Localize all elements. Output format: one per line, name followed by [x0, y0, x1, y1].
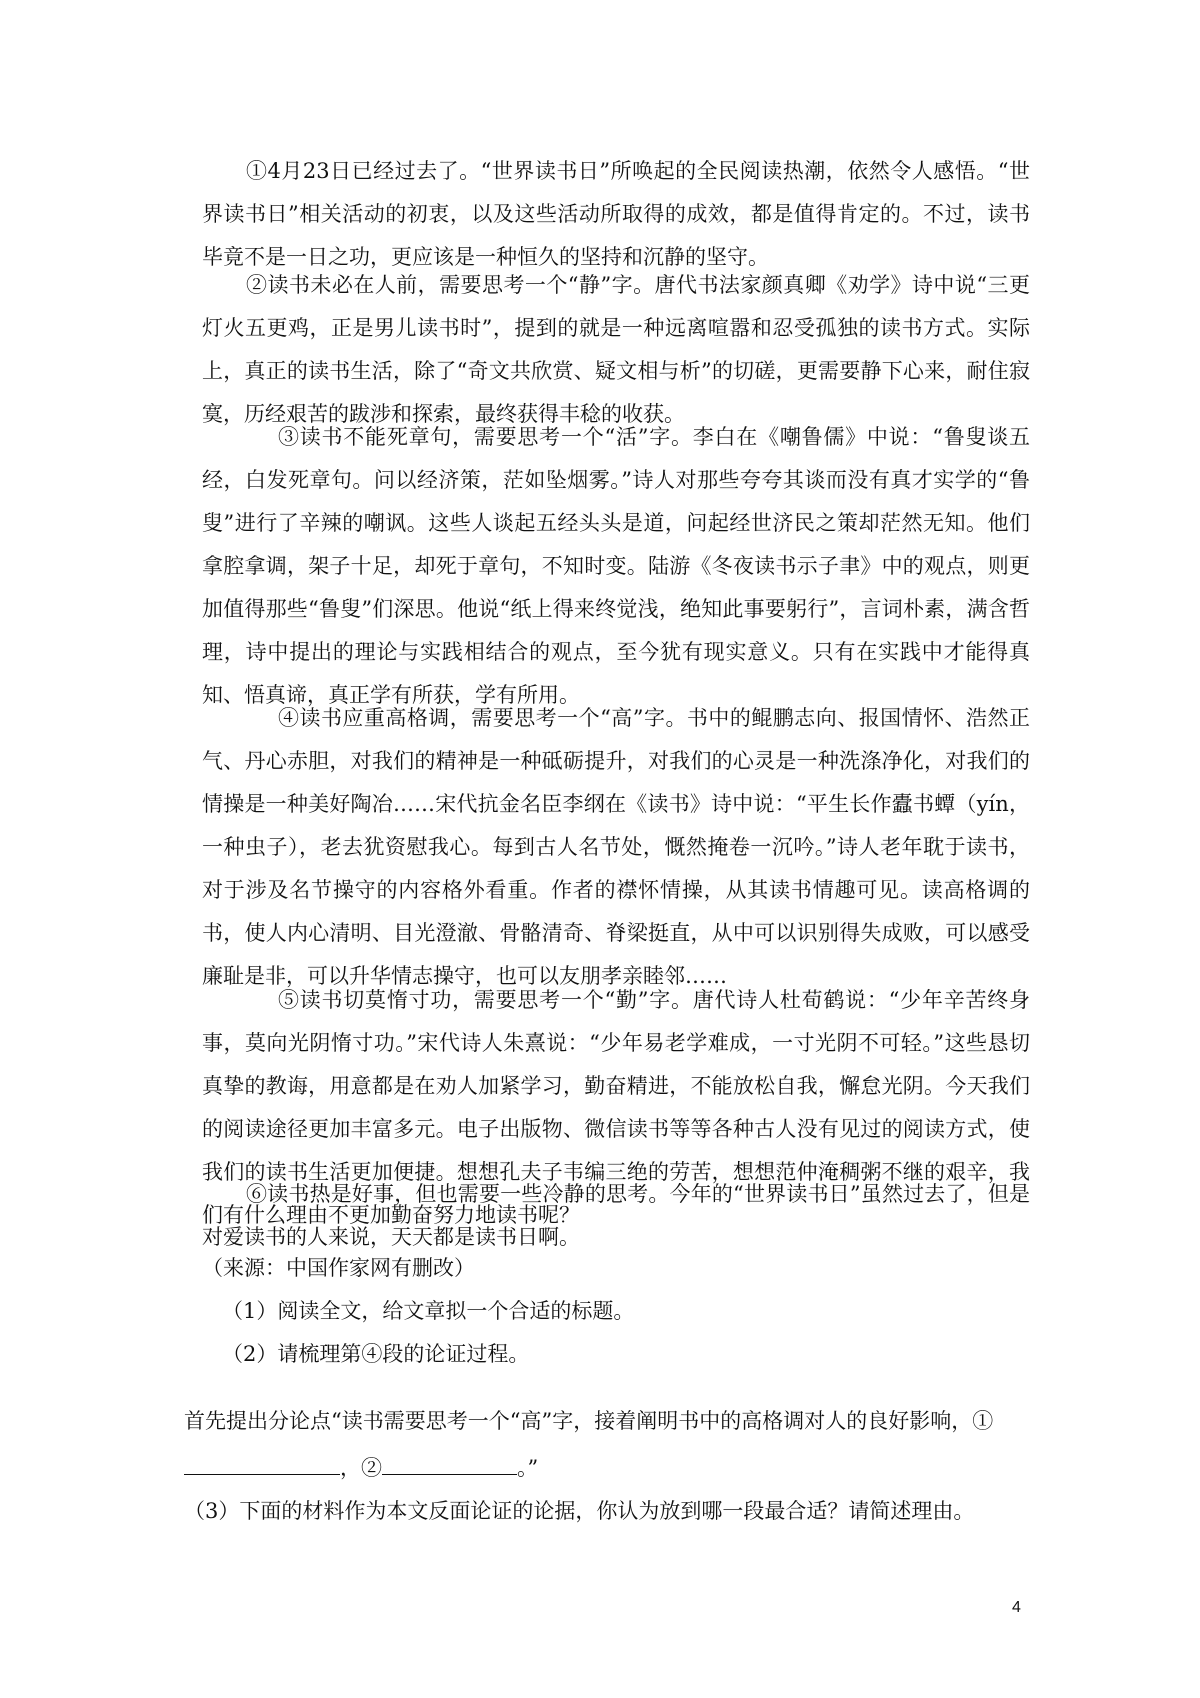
page-number: 4 [1012, 1599, 1021, 1616]
answer-blank-1[interactable] [184, 1448, 340, 1475]
question-3: （3）下面的材料作为本文反面论证的论据，你认为放到哪一段最合适？请简述理由。 [184, 1499, 975, 1523]
answer-blank-2[interactable] [382, 1448, 517, 1475]
answer-prompt-line: 首先提出分论点“读书需要思考一个“高”字，接着阐明书中的高格调对人的良好影响，① [184, 1409, 994, 1433]
answer-blanks-line [184, 1447, 1034, 1490]
paragraph-3: ③读书不能死章句，需要思考一个“活”字。李白在《嘲鲁儒》中说：“鲁叟谈五经，白发死章句。问以经济策，茫如坠烟雾。”诗人对那些夸夸其谈而没有真才实学的“鲁叟”进行了辛辣的嘲讽。这些人谈起五经头头是道，问起经世济民之策却茫然无知。他们拿腔拿调，架子十足，却死于章句，不知时变。陆游《冬夜读书示子聿》中的观点，则更加值得那些“鲁叟”们深思。他说“纸上得来终觉浅，绝知此事要躬行”，言词朴素，满含哲理，诗中提出的理论与实践相结合的观点，至今犹有现实意义。只有在实践中才能得真知、悟真谛，真正学有所获，学有所用。 [202, 425, 1030, 707]
blank-end: 。” [517, 1456, 539, 1480]
source-note: （来源：中国作家网有删改） [202, 1256, 475, 1280]
paragraph-1: ①4月23日已经过去了。“世界读书日”所唤起的全民阅读热潮，依然令人感悟。“世界读书日”相关活动的初衷，以及这些活动所取得的成效，都是值得肯定的。不过，读书毕竟不是一日之功，更应该是一种恒久的坚持和沉静的坚守。 [202, 159, 1030, 269]
paragraph-4: ④读书应重高格调，需要思考一个“高”字。书中的鲲鹏志向、报国情怀、浩然正气、丹心赤胆，对我们的精神是一种砥砺提升，对我们的心灵是一种洗涤净化，对我们的情操是一种美好陶冶……宋代抗金名臣李纲在《读书》诗中说：“平生长作蠹书蟫（yín，一种虫子），老去犹资慰我心。每到古人名节处，慨然掩卷一沉吟。”诗人老年耽于读书，对于涉及名节操守的内容格外看重。作者的襟怀情操，从其读书情趣可见。读高格调的书，使人内心清明、目光澄澈、骨骼清奇、脊梁挺直，从中可以识别得失成败，可以感受廉耻是非，可以升华情志操守，也可以友朋孝亲睦邻…… [202, 706, 1030, 988]
paragraph-5: ⑤读书切莫惰寸功，需要思考一个“勤”字。唐代诗人杜荀鹤说：“少年辛苦终身事，莫向光阴惰寸功。”宋代诗人朱熹说：“少年易老学难成，一寸光阴不可轻。”这些恳切真挚的教诲，用意都是在劝人加紧学习，勤奋精进，不能放松自我，懈怠光阴。今天我们的阅读途径更加丰富多元。电子出版物、微信读书等等各种古人没有见过的阅读方式，使我们的读书生活更加便捷。想想孔夫子韦编三绝的劳苦，想想范仲淹稠粥不继的艰辛，我们有什么理由不更加勤奋努力地读书呢？ [202, 988, 1030, 1227]
blank-separator: ，② [340, 1456, 382, 1480]
question-1: （1）阅读全文，给文章拟一个合适的标题。 [222, 1299, 635, 1323]
question-2: （2）请梳理第④段的论证过程。 [222, 1342, 530, 1366]
paragraph-6: ⑥读书热是好事，但也需要一些冷静的思考。今年的“世界读书日”虽然过去了，但是对爱读书的人来说，天天都是读书日啊。 [202, 1182, 1030, 1249]
paragraph-2: ②读书未必在人前，需要思考一个“静”字。唐代书法家颜真卿《劝学》诗中说“三更灯火五更鸡，正是男儿读书时”，提到的就是一种远离喧嚣和忍受孤独的读书方式。实际上，真正的读书生活，除了“奇文共欣赏、疑文相与析”的切磋，更需要静下心来，耐住寂寞，历经艰苦的跋涉和探索，最终获得丰稔的收获。 [202, 273, 1030, 426]
